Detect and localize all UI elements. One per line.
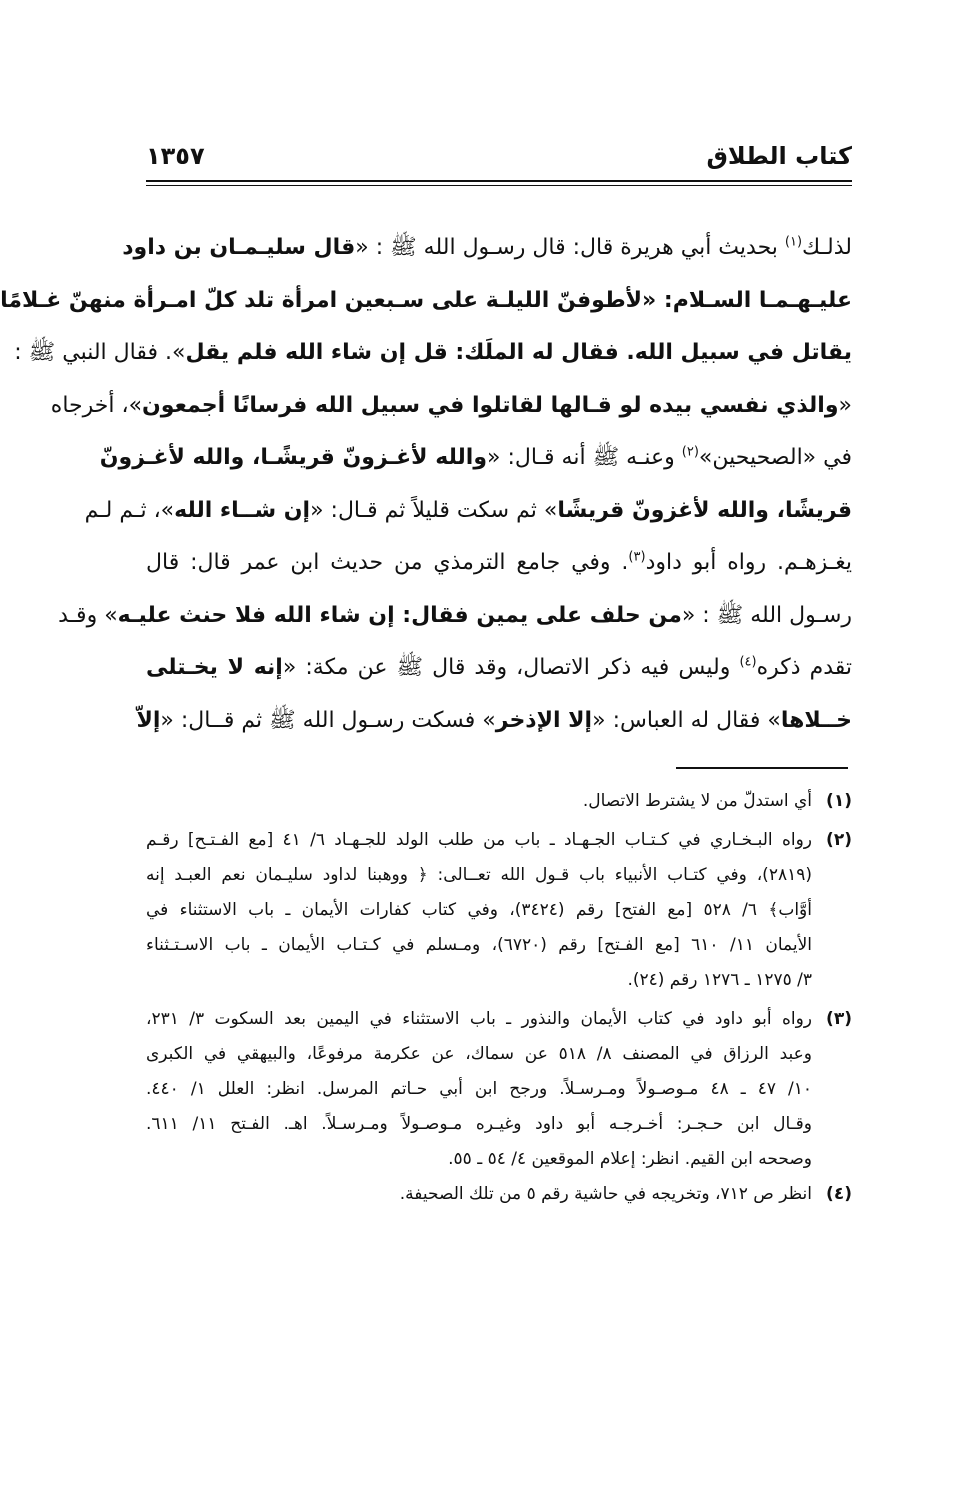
text-line-2: عليـهـمـا السـلام: «لأطوفنّ الليلـة على سـبعين امرأة تلد كلّ امـرأة منهنّ غـلامًا (0, 287, 852, 313)
footnote-number: (٢) (826, 830, 852, 850)
footnote-ref-1: (١) (784, 234, 803, 250)
footnote-line: رواه أبو داود في كتاب الأيمان والنذور ـ باب الاستثناء في اليمين بعد السكوت ٣/ ٢٣١، (146, 1009, 812, 1029)
footnote-line: وعبد الرزاق في المصنف ٨/ ٥١٨ عن سماك، عن عكرمة مرفوعًا، والبيهقي في الكبرى (146, 1044, 812, 1064)
footnote-number: (٤) (826, 1184, 852, 1204)
footnote-line: رواه البـخـاري في كـتـاب الجـهـاد ـ باب من طلب الولد للجـهـاد ٦/ ٤١ [مع الفـتـح] رقـم (146, 830, 812, 850)
footnote-ref-2: (٢) (681, 444, 699, 460)
footnote-number: (٣) (826, 1009, 852, 1029)
footnote-line: ٣/ ١٢٧٥ ـ ١٢٧٦ رقم (٢٤). (627, 970, 812, 990)
footnote-line: أي استدلّ من لا يشترط الاتصال. (582, 791, 812, 811)
footnote-line: وصححه ابن القيم. انظر: إعلام الموقعين ٤/ ٥٤ ـ ٥٥. (448, 1149, 812, 1169)
footnote-line: ١٠/ ٤٧ ـ ٤٨ مـوصـولاً ومـرسـلاً. ورجح ابن أبي حـاتم المرسل. انظر: العلل ١/ ٤٤٠. (146, 1079, 812, 1099)
text-line-6: قريشًا، والله لأغزونّ قريشًا» ثم سكت قليلاً ثم قـال: «إن شــاء الله»، ثـم لـم (84, 497, 852, 523)
footnote-separator (676, 767, 848, 769)
text-line-10: خــلاها» فقال له العباس: «إلا الإذخر» فسكت رسـول الله ﷺ ثم قــال: «إلاّ (136, 707, 852, 733)
footnotes (146, 784, 852, 1212)
running-title: كتاب الطلاق (706, 142, 852, 170)
footnote-ref-3: (٣) (628, 549, 646, 565)
text-line-9: تقدم ذكره$^{(٤)}$ وليس فيه ذكر الاتصال، وقد قال ﷺ عن مكة: «إنه لا يخـتلى (146, 654, 852, 680)
footnote-4 (146, 1177, 852, 1212)
header-rule (146, 180, 852, 186)
footnote-line: (٢٨١٩)، وفي كتـاب الأنبياء باب قـول الله تعــالى: ﴿ ووهبنا لداود سليـمان نعم العبـد إنه (146, 865, 812, 885)
page-header (146, 138, 852, 174)
footnote-line: أوَّاب﴾ ٦/ ٥٢٨ [مع الفتح] رقم (٣٤٢٤)، وفي كتاب كفارات الأيمان ـ باب الاستثناء في (146, 900, 812, 920)
footnote-number: (١) (826, 791, 852, 811)
footnote-1 (146, 784, 852, 819)
text-line-8: رسـول الله ﷺ : «من حلف على يمين فقال: إن شاء الله فلا حنث عليـه» وقـد (58, 602, 852, 628)
text-line-1: لذلـك$^{(١)}$ بحديث أبي هريرة قال: قال رسـول الله ﷺ : «قال سليـمـان بن داود (122, 234, 852, 260)
footnote-line: انظر ص ٧١٢، وتخريجه في حاشية رقم ٥ من تلك الصحيفة. (399, 1184, 812, 1204)
text-line-7: يغـزهـم. رواه أبو داود$^{(٣)}$. وفي جامع الترمذي من حديث ابن عمر قال: قال (146, 549, 852, 575)
text-line-3: يقاتل في سبيل الله. فقال له الملَك: قل إن شاء الله فلم يقل». فقال النبي ﷺ : (14, 340, 852, 365)
footnote-line: الأيمان ١١/ ٦١٠ [مع الفـتح] رقم (٦٧٢٠)، ومـسلم في كـتـاب الأيمان ـ باب الاسـتـثناء (146, 935, 812, 955)
page-number: ١٣٥٧ (146, 142, 205, 170)
text-line-5: في «الصحيحين»$^{(٢)}$ وعنـه ﷺ أنه قـال: «والله لأغـزونّ قريشًـا، والله لأغـزونّ (99, 444, 852, 470)
main-text (0, 222, 852, 747)
footnote-2 (146, 823, 852, 998)
text-line-4: «والذي نفسي بيده لو قـالها لقاتلوا في سبيل الله فرسانًا أجمعون»، أخرجاه (50, 392, 852, 418)
footnote-ref-4: (٤) (739, 654, 757, 670)
footnote-line: وقـال ابن حـجـر: أخـرجـه أبو داود وغيـره مـوصـولاً ومـرسـلاً. اهـ. الفـتح ١١/ ٦١١. (146, 1114, 812, 1134)
footnote-3 (146, 1002, 852, 1177)
